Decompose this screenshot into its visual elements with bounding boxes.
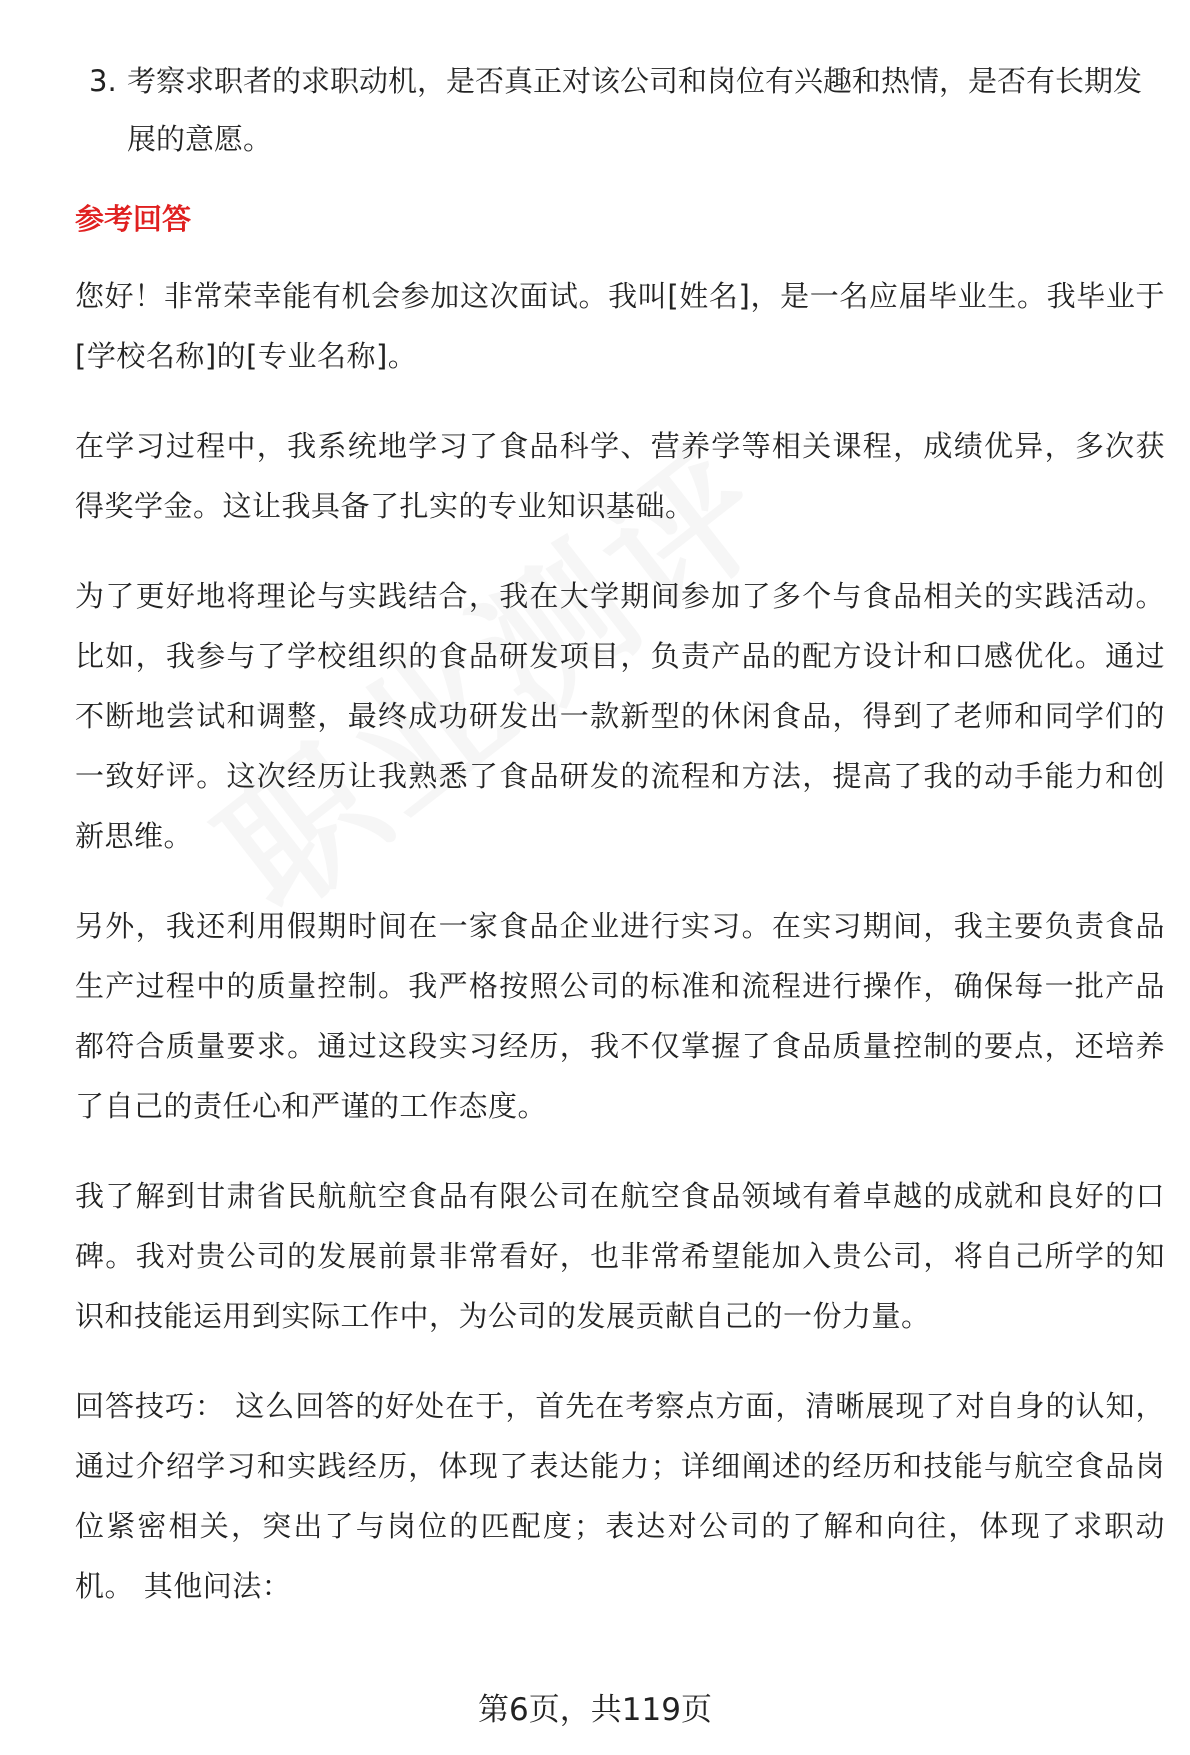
list-item-text: 考察求职者的求职动机，是否真正对该公司和岗位有兴趣和热情，是否有长期发展的意愿。 [127,64,1143,156]
page-content [75,52,1165,1646]
paragraph-internship: 另外，我还利用假期时间在一家食品企业进行实习。在实习期间，我主要负责食品生产过程中的质量控制。我严格按照公司的标准和流程进行操作，确保每一批产品都符合质量要求。通过这段实习经历，我不仅掌握了食品质量控制的要点，还培养了自己的责任心和严谨的工作态度。 [75,909,1165,1123]
list-item-number: 3. [89,64,117,98]
paragraph-tips: 回答技巧： 这么回答的好处在于，首先在考察点方面，清晰展现了对自身的认知，通过介绍学习和实践经历，体现了表达能力；详细阐述的经历和技能与航空食品岗位紧密相关，突出了与岗位的匹配度；表达对公司的了解和向往，体现了求职动机。 其他问法： [75,1389,1165,1603]
paragraph-intro: 您好！非常荣幸能有机会参加这次面试。我叫[姓名]，是一名应届毕业生。我毕业于[学校名称]的[专业名称]。 [75,279,1165,373]
paragraph-company: 我了解到甘肃省民航航空食品有限公司在航空食品领域有着卓越的成就和良好的口碑。我对贵公司的发展前景非常看好，也非常希望能加入贵公司，将自己所学的知识和技能运用到实际工作中，为公司的发展贡献自己的一份力量。 [75,1179,1165,1333]
paragraph-practice: 为了更好地将理论与实践结合，我在大学期间参加了多个与食品相关的实践活动。比如，我参与了学校组织的食品研发项目，负责产品的配方设计和口感优化。通过不断地尝试和调整，最终成功研发出一款新型的休闲食品，得到了老师和同学们的一致好评。这次经历让我熟悉了食品研发的流程和方法，提高了我的动手能力和创新思维。 [75,579,1165,853]
list-item [75,52,1165,168]
section-heading: 参考回答 [75,202,192,236]
paragraph-study: 在学习过程中，我系统地学习了食品科学、营养学等相关课程，成绩优异，多次获得奖学金。这让我具备了扎实的专业知识基础。 [75,429,1165,523]
page-footer: 第6页，共119页 [478,1692,712,1728]
